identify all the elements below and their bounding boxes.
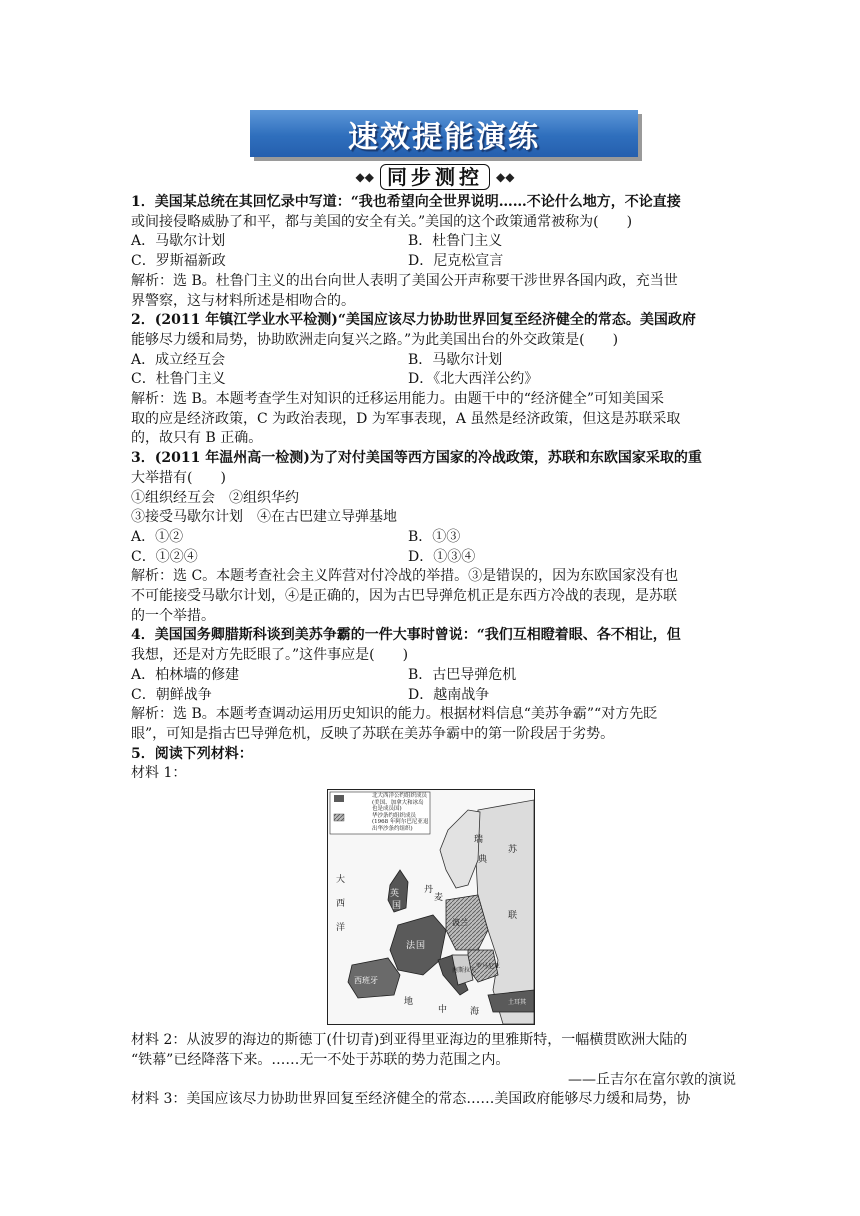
map-label: 苏 bbox=[508, 845, 518, 856]
map-legend bbox=[372, 793, 428, 832]
map-label: 海 bbox=[470, 1007, 480, 1018]
material-1-label: 材料 1： bbox=[131, 765, 187, 782]
q2-answer-line2: 取的应是经济政策，C 为政治表现，D 为军事表现，A 虽然是经济政策，但这是苏联采取 bbox=[131, 410, 681, 427]
q2-answer-line3: 的，故只有 B 正确。 bbox=[131, 430, 263, 447]
q4-answer-line2: 眼”，可知是指古巴导弹危机，反映了苏联在美苏争霸中的第一阶段居于劣势。 bbox=[131, 725, 615, 742]
q3-stem-line1: 3．(2011 年温州高一检测)为了对付美国等西方国家的冷战政策，苏联和东欧国家采取的重 bbox=[131, 450, 702, 467]
q4-answer-line1: 解析：选 B。本题考查调动运用历史知识的能力。根据材料信息“美苏争霸”“对方先眨 bbox=[131, 706, 658, 723]
map-label: 罗马尼亚 bbox=[476, 963, 501, 971]
map-label: 瑞 bbox=[474, 835, 484, 846]
map-label: 南斯拉夫 bbox=[452, 967, 477, 975]
map-label: 大 bbox=[336, 875, 346, 886]
q2-options-row1 bbox=[131, 351, 736, 371]
q2-option-b: B．马歇尔计划 bbox=[408, 351, 503, 368]
q5-stem: 5．阅读下列材料： bbox=[131, 745, 253, 762]
map-graphic bbox=[328, 790, 534, 1024]
map-label: 中 bbox=[438, 1005, 448, 1016]
q4-option-d: D．越南战争 bbox=[408, 686, 490, 703]
material-2-line2: “铁幕”已经降落下来。……无一不处于苏联的势力范围之内。 bbox=[131, 1051, 510, 1068]
legend-warsaw-swatch bbox=[334, 814, 344, 821]
legend-nato-swatch bbox=[334, 795, 344, 802]
q1-stem-line2: 或间接侵略威胁了和平，都与美国的安全有关。”美国的这个政策通常被称为( ) bbox=[131, 213, 633, 230]
map-label: 麦 bbox=[434, 893, 444, 904]
section-banner bbox=[250, 110, 638, 157]
map-label: 国 bbox=[392, 901, 402, 912]
q3-option-d: D．①③④ bbox=[408, 548, 476, 565]
q2-stem-line2: 能够尽力缓和局势，协助欧洲走向复兴之路。”为此美国出台的外交政策是( ) bbox=[131, 331, 619, 348]
q1-answer-line2: 界警察，这与材料所述是相吻合的。 bbox=[131, 292, 355, 309]
material-3-line1: 材料 3：美国应该尽力协助世界回复至经济健全的常态……美国政府能够尽力缓和局势，协 bbox=[131, 1091, 691, 1108]
q1-option-b: B．杜鲁门主义 bbox=[408, 233, 503, 250]
q3-answer-line3: 的一个举措。 bbox=[131, 607, 215, 624]
q1-stem-line1: 1．美国某总统在其回忆录中写道：“我也希望向全世界说明……不论什么地方，不论直接 bbox=[131, 194, 681, 210]
q1-option-c: C．罗斯福新政 bbox=[131, 253, 226, 270]
section-title: 速效提能演练 bbox=[348, 119, 540, 155]
q4-stem-line2: 我想，还是对方先眨眼了。”这件事应是( ) bbox=[131, 647, 409, 664]
q2-stem-line1: 2．(2011 年镇江学业水平检测)“美国应该尽力协助世界回复至经济健全的常态。美国政府 bbox=[131, 312, 696, 329]
map-label: 英 bbox=[390, 889, 400, 900]
q2-options-row2 bbox=[131, 370, 736, 390]
diamond-right-icon: ◆◆ bbox=[496, 170, 515, 184]
q3-answer-line1: 解析：选 C。本题考查社会主义阵营对付冷战的举措。③是错误的，因为东欧国家没有也 bbox=[131, 568, 679, 585]
europe-cold-war-map bbox=[327, 789, 535, 1025]
q2-option-a: A．成立经互会 bbox=[131, 351, 226, 368]
q3-answer-line2: 不可能接受马歇尔计划，④是正确的，因为古巴导弹危机正是东西方冷战的表现，是苏联 bbox=[131, 588, 677, 605]
q3-items-line1: ①组织经互会 ②组织华约 bbox=[131, 489, 299, 506]
legend-text-5: (1968 年阿尔巴尼亚退 bbox=[372, 819, 429, 826]
material-2-line1: 材料 2：从波罗的海边的斯德丁(什切青)到亚得里亚海边的里雅斯特，一幅横贯欧洲大陆的 bbox=[131, 1032, 688, 1049]
diamond-left-icon: ◆◆ bbox=[355, 170, 374, 184]
q4-option-c: C．朝鲜战争 bbox=[131, 686, 212, 703]
q1-options-row2 bbox=[131, 252, 736, 272]
legend-text-2: (美国、加拿大和冰岛 bbox=[372, 799, 424, 806]
map-label: 地 bbox=[404, 997, 414, 1008]
map-label: 波兰 bbox=[452, 918, 468, 928]
q3-items-line2: ③接受马歇尔计划 ④在古巴建立导弹基地 bbox=[131, 509, 397, 526]
q1-options-row1 bbox=[131, 232, 736, 252]
map-label: 国 bbox=[416, 941, 426, 952]
q4-option-a: A．柏林墙的修建 bbox=[131, 666, 240, 683]
material-2-source: ——丘吉尔在富尔敦的演说 bbox=[568, 1071, 736, 1088]
document-body bbox=[131, 193, 736, 1110]
q1-answer-line1: 解析：选 B。杜鲁门主义的出台向世人表明了美国公开声称要干涉世界各国内政，充当世 bbox=[131, 272, 678, 289]
legend-text-1: 北大西洋公约组织成员 bbox=[372, 793, 428, 800]
q1-option-a: A．马歇尔计划 bbox=[131, 233, 226, 250]
q3-stem-line2: 大举措有( ) bbox=[131, 469, 226, 486]
q3-option-b: B．①③ bbox=[408, 528, 461, 545]
q4-stem-line1: 4．美国国务卿腊斯科谈到美苏争霸的一件大事时曾说：“我们互相瞪着眼、各不相让，但 bbox=[131, 627, 681, 644]
map-label: 洋 bbox=[336, 923, 346, 934]
legend-text-3: 也是成员国) bbox=[372, 806, 402, 813]
subtitle-bar bbox=[340, 163, 530, 191]
map-label: 联 bbox=[508, 911, 518, 922]
q4-option-b: B．古巴导弹危机 bbox=[408, 666, 517, 683]
map-label: 西 bbox=[336, 899, 346, 910]
map-label: 丹 bbox=[424, 885, 434, 896]
map-label: 西班牙 bbox=[354, 976, 378, 986]
q1-option-d: D．尼克松宣言 bbox=[408, 253, 504, 270]
q2-answer-line1: 解析：选 B。本题考查学生对知识的迁移运用能力。由题干中的“经济健全”可知美国采 bbox=[131, 391, 665, 408]
legend-text-4: 华沙条约组织成员 bbox=[372, 812, 417, 819]
q3-option-c: C．①②④ bbox=[131, 548, 198, 565]
map-label: 法 bbox=[406, 941, 416, 952]
q3-option-a: A．①② bbox=[131, 528, 184, 545]
q4-options-row2 bbox=[131, 686, 736, 706]
q3-options-row2 bbox=[131, 548, 736, 568]
q4-options-row1 bbox=[131, 666, 736, 686]
q3-options-row1 bbox=[131, 528, 736, 548]
map-label: 土耳其 bbox=[508, 999, 527, 1007]
subtitle: 同步测控 bbox=[380, 164, 490, 190]
legend-text-6: 出华沙条约组织) bbox=[372, 825, 413, 832]
q2-option-d: D．《北大西洋公约》 bbox=[408, 371, 539, 388]
map-label: 典 bbox=[478, 855, 488, 866]
q2-option-c: C．杜鲁门主义 bbox=[131, 371, 226, 388]
